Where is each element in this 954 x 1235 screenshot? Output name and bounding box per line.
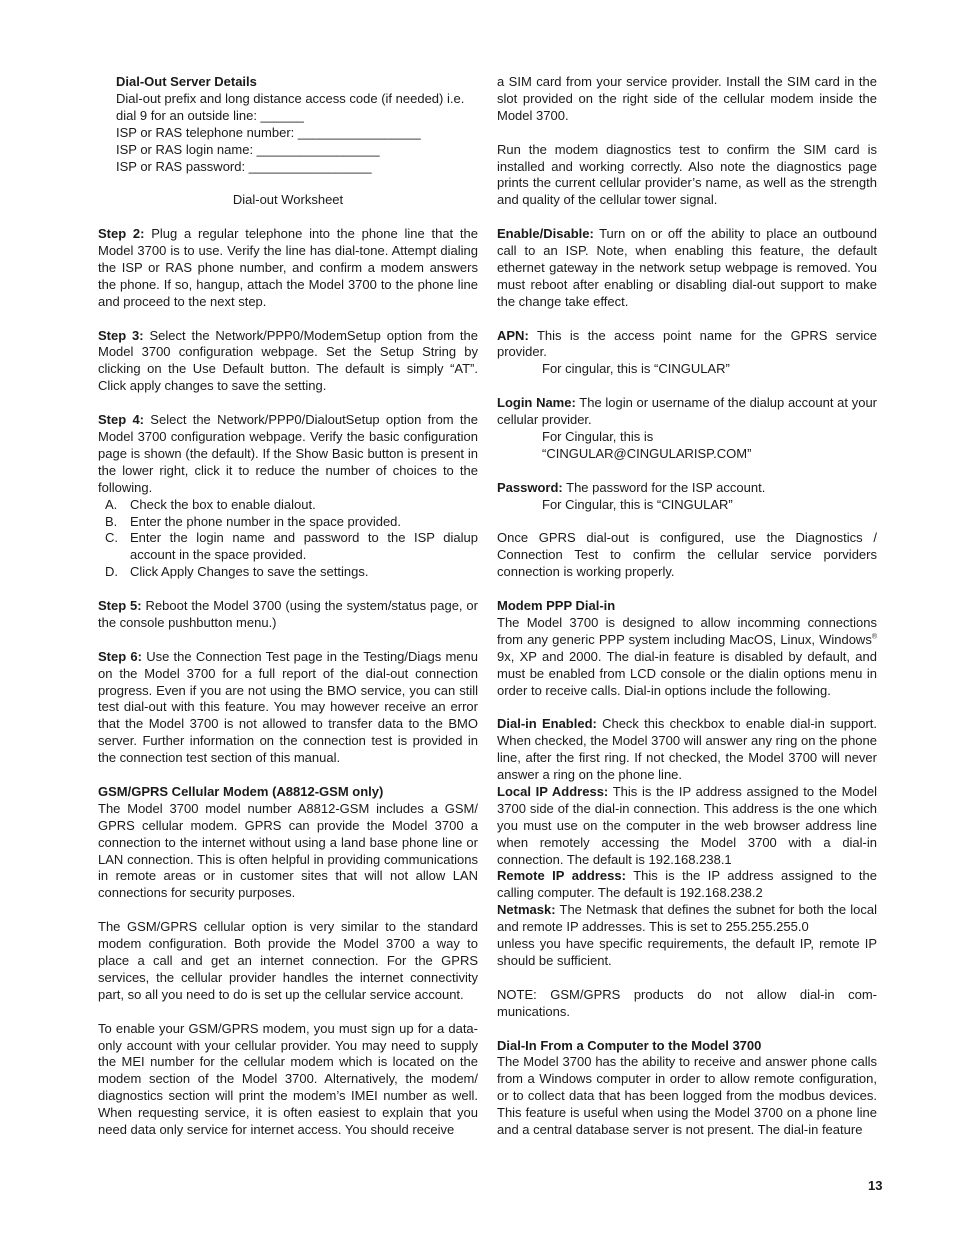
login-paragraph xyxy=(497,395,877,429)
sim-paragraph: a SIM card from your service provider. Install the SIM card in the slot provided on the right side of the cellular modem inside the Model 3700. xyxy=(497,74,877,123)
login-label: Login Name: xyxy=(497,395,576,411)
step-4-text: Select the Network/PPP0/DialoutSetup option from the Model 3700 configuration webpage. Verify the basic configuration page is shown (the default). If the Show Basic button is present in the lower right, click it to reduce the number of choices to the following. xyxy=(98,412,478,495)
list-item-text: Check the box to enable dialout. xyxy=(130,496,316,512)
dialin-computer-title: Dial-In From a Computer to the Model 3700 xyxy=(497,1037,762,1053)
dialout-line: ISP or RAS telephone number: _________________ xyxy=(116,124,421,140)
once-paragraph: Once GPRS dial-out is configured, use the Diagnostics / Connection Test to confirm the cellular service porviders connection is working properly. xyxy=(497,530,877,580)
dialin-enabled-paragraph xyxy=(497,716,877,784)
list-item-label: B. xyxy=(105,513,118,529)
gsm-title: GSM/GPRS Cellular Modem (A8812-GSM only) xyxy=(98,783,384,799)
gsm-paragraph: To enable your GSM/GPRS modem, you must sign up for a data-only account with your cellular provider. You may need to supply the MEI number for the cellular modem which is located on the modem section of the Model 3700. Alternatively, the modem/ diagnostics section will print the modem’s IMEI number as well. When requesting service, it is often easiest to explain that you need data only service for internet access. You should receive xyxy=(98,1020,478,1138)
login-sub: “CINGULAR@CINGULARISP.COM” xyxy=(542,445,752,461)
list-item-label: D. xyxy=(105,564,118,580)
dialin-label: Dial-in Enabled: xyxy=(497,716,597,732)
enable-text: Turn on or off the ability to place an outbound call to an ISP. Note, when enabling this feature, the default ethernet gateway in the network setup webpage is removed. You must reboot after enabling or disabling dial-out support to make the change take effect. xyxy=(497,226,877,309)
step-5 xyxy=(98,598,478,632)
step-3-text: Select the Network/PPP0/ModemSetup option from the Model 3700 configuration webpage. Set the Setup String by clicking on the Use Default button. The default is simply “AT”. Click apply changes to save the setting. xyxy=(98,327,478,394)
list-item-text: Enter the login name and password to the ISP dialup account in the space provided. xyxy=(130,530,478,563)
step-5-text: Reboot the Model 3700 (using the system/status page, or the console pushbutton menu.) xyxy=(98,598,478,630)
gsm-note: NOTE: GSM/GPRS products do not allow dial-in com-munications. xyxy=(497,986,877,1019)
ppp-paragraph xyxy=(497,615,877,700)
password-paragraph xyxy=(497,480,877,497)
enable-disable-paragraph xyxy=(497,226,877,311)
ppp-text-b: 9x, XP and 2000. The dial-in feature is disabled by default, and must be enabled from LCD console or the dialin options menu in order to receive calls. Dial-in options include the following. xyxy=(497,648,877,698)
diagnostics-paragraph: Run the modem diagnostics test to confirm the SIM card is installed and working correctly. Also note the diagnostics page prints the current cellular provider’s name, as well as the strength and quality of the cellular tower signal. xyxy=(497,141,877,208)
remote-ip-paragraph xyxy=(497,868,877,902)
left-column xyxy=(98,74,478,1139)
local-ip-label: Local IP Address: xyxy=(497,783,609,799)
apn-text: This is the access point name for the GPRS service provider. xyxy=(497,327,877,360)
local-ip-text: This is the IP address assigned to the Model 3700 side of the dial-in connection. This address is the one which you must use on the computer in the web browser address line when remotely accessing the Model 3700 with a dial-in connection. The default is 192.168.238.1 xyxy=(497,783,877,867)
apn-paragraph xyxy=(497,328,877,362)
remote-ip-text: This is the IP address assigned to the calling computer. The default is 192.168.238.2 xyxy=(497,868,878,901)
dialout-server-details xyxy=(98,74,478,175)
step-3 xyxy=(98,328,478,396)
dialout-line: ISP or RAS login name: _________________ xyxy=(116,141,380,157)
netmask-note: unless you have specific requirements, the default IP, remote IP should be sufficient. xyxy=(497,936,877,968)
ppp-text-a: The Model 3700 is designed to allow incomming connections from any generic PPP system including MacOS, Linux, Windows xyxy=(497,614,877,647)
step-4 xyxy=(98,412,478,497)
worksheet-caption: Dial-out Worksheet xyxy=(232,192,344,208)
step-6-label: Step 6: xyxy=(98,648,142,664)
list-item-label: A. xyxy=(105,496,118,512)
step-4-label: Step 4: xyxy=(98,412,145,428)
list-item xyxy=(98,564,478,581)
list-item-text: Enter the phone number in the space provided. xyxy=(130,513,402,529)
netmask-text: The Netmask that defines the subnet for both the local and remote IP addresses. This is set to 255.255.255.0 xyxy=(497,902,877,935)
apn-sub: For cingular, this is “CINGULAR” xyxy=(542,361,730,377)
login-sub: For Cingular, this is xyxy=(542,428,654,444)
step-6 xyxy=(98,649,478,767)
password-label: Password: xyxy=(497,479,563,495)
step-3-label: Step 3: xyxy=(98,327,144,343)
ppp-title: Modem PPP Dial-in xyxy=(497,597,616,613)
list-item xyxy=(98,497,478,514)
remote-ip-label: Remote IP address: xyxy=(497,868,626,884)
local-ip-paragraph xyxy=(497,784,877,869)
step-2-label: Step 2: xyxy=(98,226,145,242)
list-item-text: Click Apply Changes to save the settings. xyxy=(130,564,369,580)
page-number: 13 xyxy=(868,1178,883,1193)
login-text: The login or username of the dialup account at your cellular provider. xyxy=(497,395,877,428)
gsm-paragraph: The Model 3700 model number A8812-GSM includes a GSM/ GPRS cellular modem. GPRS can provide the Model 3700 a connection to the internet without using a land base phone line or LAN connection. This is often helpful in providing communications in remote areas or in customer sites that will not allow LAN connections for security purposes. xyxy=(98,800,478,901)
registered-mark: ® xyxy=(871,633,877,641)
dialin-computer-paragraph: The Model 3700 has the ability to receive and answer phone calls from a Windows computer in order to allow remote configuration, or to collect data that has been logged from the modbus devices. This feature is useful when using the Model 3700 on a phone line and a central database server is not present. The dial-in feature xyxy=(497,1054,877,1138)
dialin-text: Check this checkbox to enable dial-in support. When checked, the Model 3700 will answer any ring on the phone line, after the first ring. If not checked, the Model 3700 will never answer a ring on the phone line. xyxy=(497,716,877,783)
dialout-title: Dial-Out Server Details xyxy=(116,74,257,89)
step-5-label: Step 5: xyxy=(98,598,142,614)
gsm-paragraph: The GSM/GPRS cellular option is very similar to the standard modem configuration. Both provide the Model 3700 a way to place a call and get an internet connection. For the GPRS services, the cellular provider handles the internet connectivity part, so all you need to do is set up the cellular service account. xyxy=(98,919,478,1002)
dialout-line: ISP or RAS password: _________________ xyxy=(116,158,372,174)
netmask-paragraph xyxy=(497,902,877,936)
list-item xyxy=(98,530,478,564)
step-6-text: Use the Connection Test page in the Testing/Diags menu on the Model 3700 for a full report of the dial-out connection progress. Even if you are not using the BMO service, you can still test dial-out with this feature. You may however receive an error that the Model 3700 is not allowed to transfer data to the BMO server. Further information on the connection test is provided in the connection test section of this manual. xyxy=(98,648,478,766)
apn-label: APN: xyxy=(497,327,529,343)
netmask-label: Netmask: xyxy=(497,902,556,918)
list-item-label: C. xyxy=(105,530,118,546)
step-2 xyxy=(98,226,478,311)
step-2-text: Plug a regular telephone into the phone line that the Model 3700 is to use. Verify the line has dial-tone. Attempt dialing the ISP or RAS phone number, and confirm a modem answers the phone. If so, hangup, attach the Model 3700 to the phone line and proceed to the next step. xyxy=(98,226,478,309)
enable-label: Enable/Disable: xyxy=(497,226,594,242)
right-column xyxy=(497,74,877,1139)
list-item xyxy=(98,514,478,531)
dialout-line: Dial-out prefix and long distance access code (if needed) i.e. dial 9 for an outside line: ______ xyxy=(116,90,465,123)
password-sub: For Cingular, this is “CINGULAR” xyxy=(542,496,733,512)
password-text: The password for the ISP account. xyxy=(562,479,766,495)
